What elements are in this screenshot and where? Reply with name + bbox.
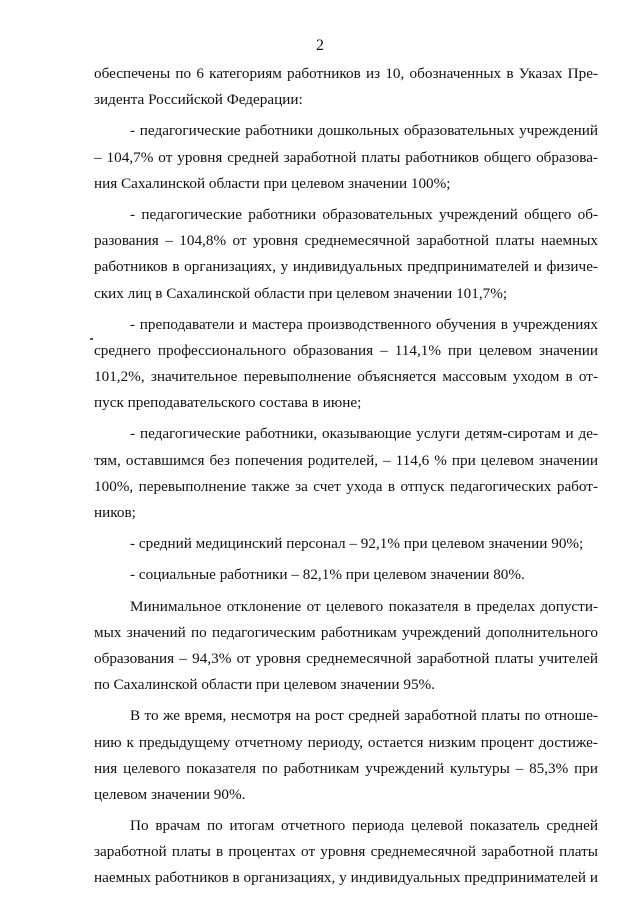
text-line: Минимальное отклонение от целевого показателя в пределах допусти- [130, 597, 598, 615]
text-line: целевом значении 90%. [94, 785, 246, 803]
text-line: 100%, перевыполнение также за счет ухода в отпуск педагогических работ- [94, 477, 598, 495]
text-line: - социальные работники – 82,1% при целевом значении 80%. [130, 566, 525, 584]
text-line: ния Сахалинской области при целевом значении 100%; [94, 174, 451, 192]
list-item-vocational-instructors [94, 312, 598, 417]
text-line: нию к предыдущему отчетному периоду, остается низким процент достиже- [94, 733, 598, 751]
text-line: - преподаватели и мастера производственного обучения в учреждениях [130, 315, 598, 333]
text-line: - педагогические работники, оказывающие услуги детям-сиротам и де- [130, 425, 598, 443]
text-line: по Сахалинской области при целевом значении 95%. [94, 676, 435, 694]
page-number: 2 [316, 37, 324, 54]
text-line: - педагогические работники дошкольных образовательных учреждений [130, 122, 598, 140]
scan-artifact-dot [90, 338, 93, 340]
text-line: наемных работников в организациях, у индивидуальных предпринимателей и [94, 869, 598, 887]
text-line: обеспечены по 6 категориям работников из 10, обозначенных в Указах Пре- [94, 65, 598, 82]
text-line: ских лиц в Сахалинской области при целевом значении 101,7%; [94, 284, 508, 302]
text-line: заработной платы в процентах от уровня среднемесячной заработной платы [94, 843, 598, 861]
list-item-preschool-teachers [94, 118, 598, 197]
list-item-medical-staff [94, 531, 598, 557]
text-line: 101,2%, значительное перевыполнение объясняется массовым уходом в от- [94, 368, 598, 386]
paragraph-intro [94, 61, 598, 113]
list-item-general-education-teachers [94, 202, 598, 307]
text-line: В то же время, несмотря на рост средней заработной платы по отноше- [130, 707, 598, 725]
text-line: образования – 94,3% от уровня среднемесячной заработной платы учителей [94, 649, 598, 667]
text-line: работников в организациях, у индивидуальных предпринимателей и физиче- [94, 258, 598, 276]
text-line: ников; [94, 504, 136, 521]
text-line: тям, оставшимся без попечения родителей, – 114,6 % при целевом значении [94, 451, 598, 469]
text-line: пуск преподавательского состава в июне; [94, 394, 362, 412]
text-line: мых значений по педагогическим работникам учреждений дополнительного [94, 623, 598, 641]
text-line: – 104,7% от уровня средней заработной платы работников общего образова- [94, 148, 598, 166]
list-item-orphan-care-teachers [94, 421, 598, 526]
body-text [94, 61, 598, 897]
text-line: разования – 104,8% от уровня среднемесячной заработной платы наемных [94, 232, 598, 250]
text-line: По врачам по итогам отчетного периода целевой показатель средней [130, 817, 598, 835]
text-line: зидента Российской Федерации: [94, 91, 303, 109]
paragraph-culture-workers [94, 703, 598, 808]
list-item-social-workers [94, 562, 598, 588]
text-line: - средний медицинский персонал – 92,1% при целевом значении 90%; [130, 535, 584, 553]
paragraph-doctors [94, 813, 598, 892]
text-line: среднего профессионального образования – 114,1% при целевом значении [94, 341, 598, 359]
text-line: - педагогические работники образовательных учреждений общего об- [130, 205, 598, 223]
paragraph-minimal-deviation [94, 594, 598, 699]
text-line: ния целевого показателя по работникам учреждений культуры – 85,3% при [94, 759, 598, 777]
